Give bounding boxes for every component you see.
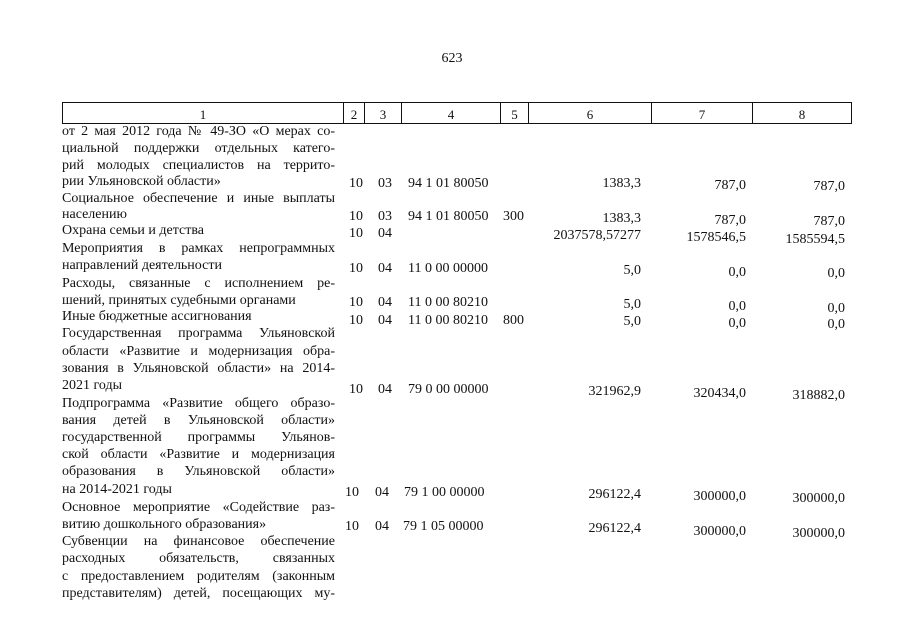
row-text-line: 2021 годы xyxy=(62,378,123,393)
cell-amount-7: 0,0 xyxy=(728,265,746,280)
cell-razdel: 10 xyxy=(349,176,363,191)
row-text-line: Подпрограмма «Развитие общего образо- xyxy=(62,396,335,411)
header-col-7: 7 xyxy=(652,103,753,124)
header-col-2: 2 xyxy=(344,103,365,124)
row-text-line: Основное мероприятие «Содействие раз- xyxy=(62,500,335,515)
cell-podrazdel: 04 xyxy=(378,261,392,276)
cell-razdel: 10 xyxy=(349,226,363,241)
cell-podrazdel: 03 xyxy=(378,209,392,224)
cell-amount-8: 318882,0 xyxy=(792,388,845,403)
cell-amount-6: 296122,4 xyxy=(588,521,641,536)
row-text-line: рии Ульяновской области» xyxy=(62,174,221,189)
cell-amount-8: 0,0 xyxy=(827,266,845,281)
row-text-line: зования в Ульяновской области» на 2014- xyxy=(62,361,335,376)
cell-amount-6: 5,0 xyxy=(623,263,641,278)
cell-razdel: 10 xyxy=(349,382,363,397)
cell-type: 800 xyxy=(503,313,524,328)
cell-amount-7: 320434,0 xyxy=(693,386,746,401)
row-text-line: Расходы, связанные с исполнением ре- xyxy=(62,276,335,291)
cell-razdel: 10 xyxy=(349,295,363,310)
row-text-line: Государственная программа Ульяновской xyxy=(62,326,335,341)
header-col-6: 6 xyxy=(529,103,652,124)
row-text-line: образования в Ульяновской области» xyxy=(62,464,335,479)
row-text-line: Иные бюджетные ассигнования xyxy=(62,309,252,324)
cell-amount-7: 0,0 xyxy=(728,299,746,314)
cell-amount-6: 321962,9 xyxy=(588,384,641,399)
row-text-line: Охрана семьи и детства xyxy=(62,223,204,238)
cell-amount-6: 1383,3 xyxy=(602,176,641,191)
cell-amount-8: 1585594,5 xyxy=(785,232,845,247)
cell-amount-7: 787,0 xyxy=(714,178,746,193)
cell-razdel: 10 xyxy=(345,519,359,534)
header-col-5: 5 xyxy=(501,103,529,124)
header-row xyxy=(63,103,852,124)
cell-code: 94 1 01 80050 xyxy=(408,176,489,191)
row-text-line: от 2 мая 2012 года № 49-ЗО «О мерах со- xyxy=(62,124,335,139)
row-text-line: ской области «Развитие и модернизация xyxy=(62,447,335,462)
row-text-line: на 2014-2021 годы xyxy=(62,482,172,497)
cell-code: 79 1 00 00000 xyxy=(404,485,485,500)
row-text-line: Субвенции на финансовое обеспечение xyxy=(62,534,335,549)
header-col-8: 8 xyxy=(753,103,852,124)
row-text-line: шений, принятых судебными органами xyxy=(62,293,296,308)
cell-podrazdel: 04 xyxy=(378,382,392,397)
cell-amount-8: 787,0 xyxy=(813,179,845,194)
cell-type: 300 xyxy=(503,209,524,224)
header-col-3: 3 xyxy=(365,103,402,124)
row-text-line: вания детей в Ульяновской области» xyxy=(62,413,335,428)
cell-podrazdel: 04 xyxy=(375,485,389,500)
row-text-line: витию дошкольного образования» xyxy=(62,517,267,532)
cell-code: 79 0 00 00000 xyxy=(408,382,489,397)
row-text-line: рий молодых специалистов на террито- xyxy=(62,158,335,173)
cell-amount-6: 1383,3 xyxy=(602,211,641,226)
row-text-line: с предоставлением родителям (законным xyxy=(62,569,335,584)
header-col-4: 4 xyxy=(402,103,501,124)
cell-code: 11 0 00 80210 xyxy=(408,313,488,328)
cell-amount-8: 300000,0 xyxy=(792,526,845,541)
cell-amount-6: 296122,4 xyxy=(588,487,641,502)
row-text-line: представителям) детей, посещающих му- xyxy=(62,586,335,601)
cell-amount-6: 5,0 xyxy=(623,297,641,312)
table-header xyxy=(62,102,852,124)
cell-amount-7: 0,0 xyxy=(728,316,746,331)
cell-code: 94 1 01 80050 xyxy=(408,209,489,224)
cell-amount-7: 300000,0 xyxy=(693,489,746,504)
cell-amount-8: 0,0 xyxy=(827,317,845,332)
cell-code: 11 0 00 80210 xyxy=(408,295,488,310)
cell-podrazdel: 04 xyxy=(378,295,392,310)
cell-amount-7: 1578546,5 xyxy=(686,230,746,245)
cell-razdel: 10 xyxy=(349,209,363,224)
cell-razdel: 10 xyxy=(349,261,363,276)
cell-podrazdel: 04 xyxy=(375,519,389,534)
cell-amount-8: 300000,0 xyxy=(792,491,845,506)
row-text-line: направлений деятельности xyxy=(62,258,222,273)
cell-podrazdel: 04 xyxy=(378,226,392,241)
cell-podrazdel: 03 xyxy=(378,176,392,191)
cell-amount-8: 787,0 xyxy=(813,214,845,229)
cell-razdel: 10 xyxy=(349,313,363,328)
cell-code: 11 0 00 00000 xyxy=(408,261,488,276)
row-text-line: Социальное обеспечение и иные выплаты xyxy=(62,191,335,206)
cell-amount-7: 300000,0 xyxy=(693,524,746,539)
cell-amount-8: 0,0 xyxy=(827,301,845,316)
cell-razdel: 10 xyxy=(345,485,359,500)
row-text-line: циальной поддержки отдельных катего- xyxy=(62,141,335,156)
cell-code: 79 1 05 00000 xyxy=(403,519,484,534)
cell-podrazdel: 04 xyxy=(378,313,392,328)
row-text-line: Мероприятия в рамках непрограммных xyxy=(62,241,335,256)
row-text-line: государственной программы Ульянов- xyxy=(62,430,335,445)
page-number: 623 xyxy=(441,51,463,66)
row-text-line: расходных обязательств, связанных xyxy=(62,551,335,566)
row-text-line: области «Развитие и модернизация обра- xyxy=(62,344,335,359)
row-text-line: населению xyxy=(62,207,127,222)
cell-amount-7: 787,0 xyxy=(714,213,746,228)
header-col-1: 1 xyxy=(63,103,344,124)
cell-amount-6: 5,0 xyxy=(623,314,641,329)
cell-amount-6: 2037578,57277 xyxy=(553,228,641,243)
